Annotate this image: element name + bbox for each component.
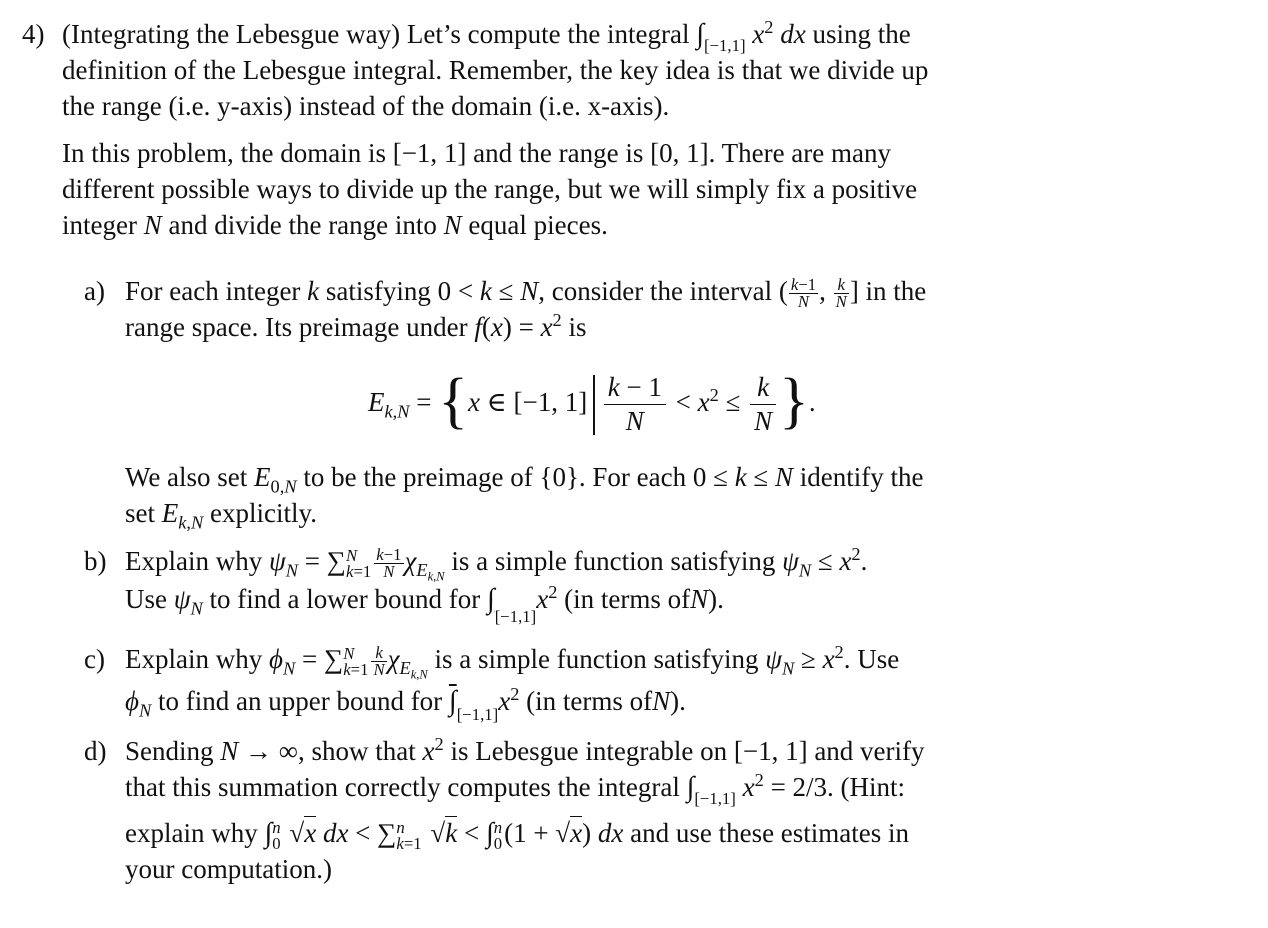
- part-a-line-3: We also set $E_{0,N}$ to be the preimage of {0}. For each 0 ≤ k ≤ N identify the: [125, 462, 924, 497]
- part-b-line-1: Explain why $\psi_N$ = ∑ N k=1 $\frac{k-1}{N}$ $\chi_{E_{k,N}}$ is a simple function satisfying $\psi_N \le x^2$.: [125, 544, 868, 585]
- intro-line-2: definition of the Lebesgue integral. Remember, the key idea is that we divide up: [62, 55, 929, 85]
- intro-line-3: the range (i.e. y-axis) instead of the domain (i.e. x-axis).: [62, 91, 670, 121]
- part-d-line-4: your computation.): [125, 854, 332, 884]
- part-c-label: c): [84, 644, 105, 674]
- part-d-line-3: explain why ∫ n 0 √x dx < ∑ n k=1 √k < ∫ n 0 (1 + √x) dx and use these estimates in: [125, 817, 910, 853]
- part-c-line-1: Explain why $\phi_N$ = ∑ N k=1 $\frac{k}{N}$ $\chi_{E_{k,N}}$ is a simple function satisfying $\psi_N \ge x^2$. Use: [125, 642, 900, 683]
- problem-number: 4): [22, 19, 45, 49]
- part-d-line-1: Sending N → ∞, show that $x^2$ is Lebesgue integrable on [−1, 1] and verify: [125, 734, 925, 766]
- para2-line-1: In this problem, the domain is [−1, 1] and the range is [0, 1]. There are many: [62, 138, 891, 168]
- part-c-line-2: $\phi_N$ to find an upper bound for $\int[-1,1]x^2$ (in terms ofN).: [125, 684, 686, 724]
- para2-line-2: different possible ways to divide up the range, but we will simply fix a positive: [62, 174, 918, 204]
- part-b-label: b): [84, 546, 107, 576]
- set-definition-equation: $E_{k,N} = \{x$ ∈ [−1, 1] $\frac{k - 1}{N}$ < $x^2$ ≤ $\frac{k}{N}$ }.: [368, 367, 816, 437]
- para2-line-3: integer N and divide the range into N equal pieces.: [62, 210, 608, 240]
- intro-tail: using the: [812, 19, 911, 49]
- intro-title: (Integrating the Lebesgue way) Let’s compute the integral: [62, 19, 690, 49]
- part-b-line-2: Use $\psi_N$ to find a lower bound for $\int[-1,1]x^2$ (in terms ofN).: [125, 582, 724, 626]
- part-a-line-4: set $E_{k,N}$ explicitly.: [125, 498, 317, 533]
- part-d-line-2: that this summation correctly computes the integral ∫[−1,1] $x^2 = 2/3$. (Hint:: [125, 770, 906, 808]
- part-d-label: d): [84, 736, 107, 766]
- intro-line-1: (Integrating the Lebesgue way) Let’s compute the integral ∫[−1,1] $x^2$ dx using the: [62, 17, 911, 55]
- part-a-label: a): [84, 276, 105, 306]
- problem-number-line: [22, 16, 45, 52]
- part-a-line-2: range space. Its preimage under $f(x) = x^2$ is: [125, 310, 587, 342]
- part-a-line-1: For each integer k satisfying 0 < k ≤ N, consider the interval ( $\frac{k-1}{N}$ , $\frac{k}{N}$ ] in the: [125, 274, 927, 312]
